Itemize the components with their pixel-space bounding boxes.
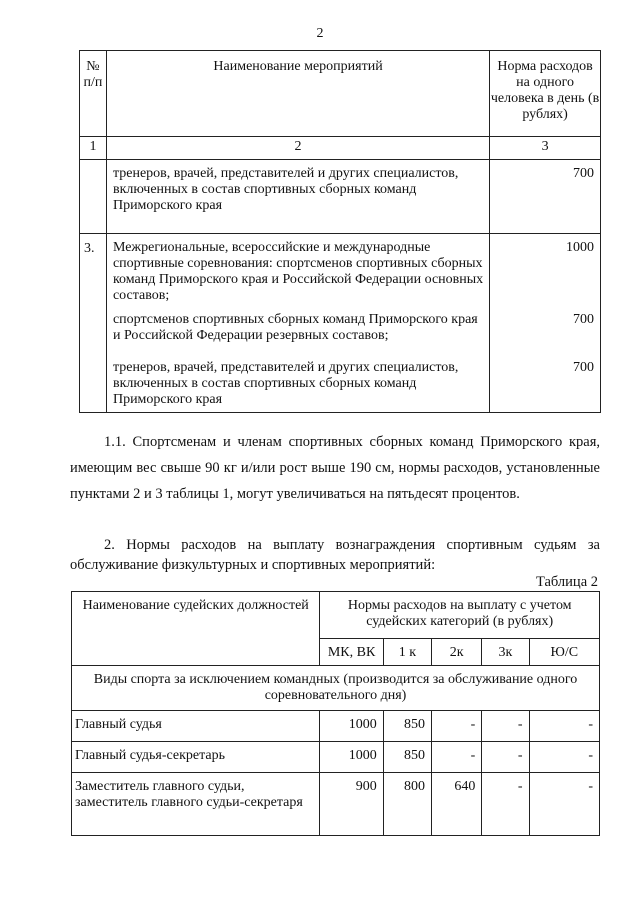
row-number: [80, 160, 107, 234]
fee-value: 640: [432, 773, 482, 836]
header-norms: Нормы расходов на выплату с учетом судейских категорий (в рублях): [320, 592, 600, 639]
norm-value: 700: [490, 160, 601, 234]
fee-value: -: [482, 773, 529, 836]
fee-value: -: [482, 711, 529, 742]
event-description: спортсменов спортивных сборных команд Приморского края и Российской Федерации резервных составов;: [112, 312, 478, 343]
fee-value: 1000: [320, 711, 383, 742]
expense-norms-table: [79, 50, 601, 413]
norm-value: 700: [573, 312, 594, 327]
fee-value: 850: [383, 711, 431, 742]
header-name: Наименование мероприятий: [106, 51, 489, 137]
column-index: 2: [106, 137, 489, 160]
fee-value: 900: [320, 773, 383, 836]
section-title: Виды спорта за исключением командных (производится за обслуживание одного соревновательного дня): [72, 666, 600, 711]
position-name: Главный судья: [72, 711, 320, 742]
table-row: [72, 773, 600, 836]
position-name: Главный судья-секретарь: [72, 742, 320, 773]
header-position-name: Наименование судейских должностей: [72, 592, 320, 666]
fee-value: -: [482, 742, 529, 773]
fee-value: -: [529, 742, 599, 773]
row-number: 3.: [80, 234, 107, 413]
category-header: 2к: [432, 639, 482, 666]
fee-value: 1000: [320, 742, 383, 773]
fee-value: -: [432, 742, 482, 773]
table-header-row: [80, 51, 601, 137]
fee-value: 850: [383, 742, 431, 773]
section-row: [72, 666, 600, 711]
referee-fees-table: [71, 591, 600, 836]
event-description: тренеров, врачей, представителей и других специалистов, включенных в состав спортивных сборных команд Приморского края: [112, 360, 459, 407]
column-index-row: [80, 137, 601, 160]
paragraph-1-1: [70, 429, 600, 507]
table-header-row: [72, 592, 600, 639]
table-row: [72, 742, 600, 773]
column-index: 3: [490, 137, 601, 160]
fee-value: -: [529, 711, 599, 742]
paragraph-text: 2. Нормы расходов на выплату вознаграждения спортивным судьям за обслуживание физкультурных и спортивных мероприятий:: [70, 537, 600, 573]
category-header: МК, ВК: [320, 639, 383, 666]
table-row: [80, 160, 601, 234]
norm-value: 1000: [566, 240, 594, 255]
category-header: 1 к: [383, 639, 431, 666]
fee-value: -: [432, 711, 482, 742]
paragraph-2: [70, 535, 600, 575]
position-name: Заместитель главного судьи, заместитель главного судьи-секретаря: [72, 773, 320, 836]
event-description-group: [106, 234, 489, 413]
paragraph-text: 1.1. Спортсменам и членам спортивных сборных команд Приморского края, имеющим вес свыше 90 кг и/или рост выше 190 см, нормы расходов, установленные пунктами 2 и 3 таблицы 1, могут увеличиваться на пятьдесят процентов.: [70, 434, 600, 502]
fee-value: -: [529, 773, 599, 836]
event-description: Межрегиональные, всероссийские и международные спортивные соревнования: спортсменов спортивных сборных команд Приморского края и Российской Федерации основных составов;: [112, 240, 484, 303]
event-description: тренеров, врачей, представителей и других специалистов, включенных в состав спортивных сборных команд Приморского края: [106, 160, 489, 234]
table-row: [80, 234, 601, 413]
page-number: 2: [316, 26, 324, 41]
category-header: Ю/С: [529, 639, 599, 666]
header-norm: Норма расходов на одного человека в день (в рублях): [490, 51, 601, 137]
fee-value: 800: [383, 773, 431, 836]
norm-value-group: [490, 234, 601, 413]
norm-value: 700: [573, 360, 594, 375]
column-index: 1: [80, 137, 107, 160]
category-header: 3к: [482, 639, 529, 666]
header-num: № п/п: [80, 51, 107, 137]
table-caption: Таблица 2: [535, 574, 598, 590]
table-row: [72, 711, 600, 742]
